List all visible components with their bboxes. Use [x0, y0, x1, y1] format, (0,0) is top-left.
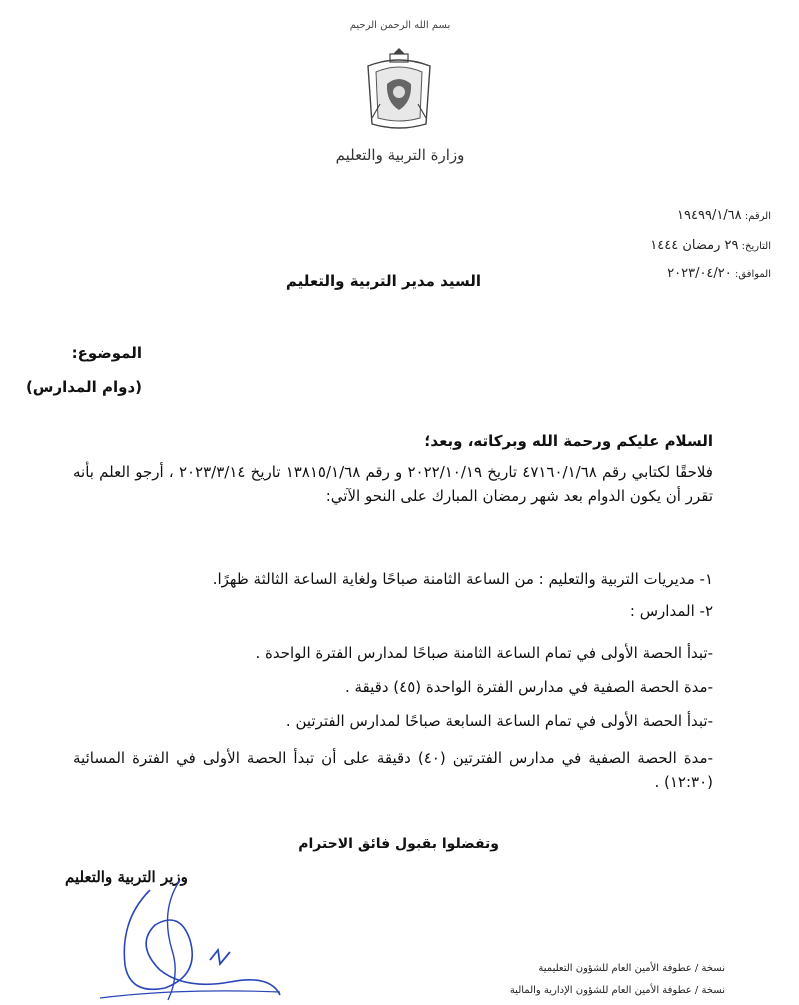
schedule-bullet: -تبدأ الحصة الأولى في تمام الساعة السابعة صباحًا لمدارس الفترتين .	[285, 712, 713, 730]
schedule-bullet: -مدة الحصة الصفية في مدارس الفترة الواحدة (٤٥) دقيقة .	[344, 678, 713, 696]
date-value: ٢٩ رمضان ١٤٤٤	[650, 238, 739, 253]
ref-value: ١٩٤٩٩/١/٦٨	[677, 208, 742, 223]
item-schools: ٢- المدارس :	[629, 602, 713, 620]
greeting: السلام عليكم ورحمة الله وبركاته، وبعد؛	[424, 432, 713, 450]
date-row	[650, 238, 771, 253]
corresponding-value: ٢٠٢٣/٠٤/٢٠	[667, 266, 732, 281]
schedule-bullet: -مدة الحصة الصفية في مدارس الفترتين (٤٠) دقيقة على أن تبدأ الحصة الأولى في الفترة المسائية (١٢:٣٠) .	[73, 749, 713, 791]
subject-label: الموضوع:	[71, 344, 142, 362]
ministry-name: وزارة التربية والتعليم	[335, 146, 465, 164]
closing-line: وتفضلوا بقبول فائق الاحترام	[298, 836, 499, 852]
cc-line: نسخة / عطوفة الأمين العام للشؤون الإدارية والمالية	[509, 985, 725, 996]
intro-paragraph: فلاحقًا لكتابي رقم ٤٧١٦٠/١/٦٨ تاريخ ٢٠٢٢/١٠/١٩ و رقم ١٣٨١٥/١/٦٨ تاريخ ٢٠٢٣/٣/١٤ ، أرجو العلم بأنه تقرر أن يكون الدوام بعد شهر رمضان المبارك على النحو الآتي:	[73, 463, 713, 505]
cc-line: نسخة / عطوفة الأمين العام للشؤون التعليمية	[538, 963, 725, 974]
schedule-bullet: -تبدأ الحصة الأولى في تمام الساعة الثامنة صباحًا لمدارس الفترة الواحدة .	[255, 644, 713, 662]
addressee: السيد مدير التربية والتعليم	[285, 272, 481, 290]
signatory-title: وزير التربية والتعليم	[65, 868, 188, 886]
handwritten-signature	[80, 870, 300, 1005]
item-directorates: ١- مديريات التربية والتعليم : من الساعة الثامنة صباحًا ولغاية الساعة الثالثة ظهرًا.	[212, 570, 713, 588]
date-label: التاريخ:	[741, 241, 771, 252]
subject-value: (دوام المدارس)	[25, 378, 142, 396]
coat-of-arms-icon	[360, 44, 438, 132]
ref-row	[677, 208, 771, 223]
corresponding-label: الموافق:	[734, 269, 771, 280]
basmala: بسم الله الرحمن الرحيم	[349, 20, 451, 31]
ref-label: الرقم:	[744, 211, 771, 222]
corresponding-row	[667, 266, 771, 281]
